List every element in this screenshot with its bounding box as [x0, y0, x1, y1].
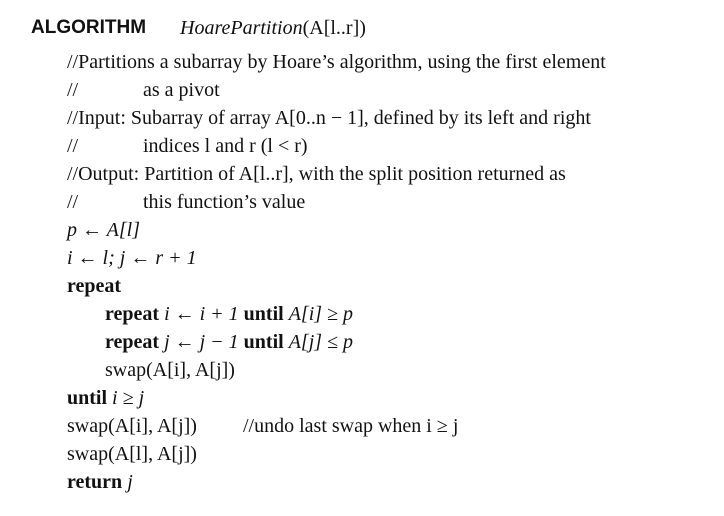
code-swap-undo: swap(A[i], A[j]) [67, 415, 197, 437]
return-statement [67, 468, 133, 496]
comment-output-cont: this function’s value [143, 191, 306, 213]
algorithm-keyword: ALGORITHM [31, 17, 147, 38]
keyword-until: until [243, 331, 284, 353]
keyword-repeat: repeat [105, 303, 160, 325]
algorithm-arguments: (A[l..r]) [302, 17, 366, 39]
keyword-repeat: repeat [105, 331, 160, 353]
code-line-pivot [0, 216, 724, 244]
code-line-swap-inner [0, 356, 724, 384]
until-condition: i ≥ j [112, 387, 145, 409]
inner-repeat-2-condition: A[j] ≤ p [288, 331, 354, 353]
keyword-return: return [67, 471, 123, 493]
inner-repeat-2-statement: j ← j − 1 [164, 331, 239, 353]
comment-slash: // [67, 191, 79, 213]
comment-line-4 [0, 132, 724, 160]
algorithm-function-name: HoarePartition [180, 17, 303, 39]
code-line-swap-pivot [0, 440, 724, 468]
code-line-inner-repeat-2 [0, 328, 724, 356]
comment-undo: //undo last swap when i ≥ j [243, 415, 459, 437]
algorithm-name [180, 14, 366, 42]
comment-line-3 [0, 104, 724, 132]
code-line-until [0, 384, 724, 412]
comment-purpose: //Partitions a subarray by Hoare’s algorithm, using the first element [67, 51, 606, 73]
inner-repeat-1-statement: i ← i + 1 [164, 303, 239, 325]
comment-slash: // [67, 135, 79, 157]
comment-line-2 [0, 76, 724, 104]
keyword-repeat: repeat [67, 275, 122, 297]
inner-repeat-1-condition: A[i] ≥ p [288, 303, 354, 325]
comment-input-cont: indices l and r (l < r) [143, 135, 308, 157]
inner-repeat-2 [105, 328, 353, 356]
return-value: j [127, 471, 133, 493]
comment-line-5 [0, 160, 724, 188]
comment-output: //Output: Partition of A[l..r], with the split position returned as [67, 163, 566, 185]
code-line-init [0, 244, 724, 272]
inner-repeat-1 [105, 300, 353, 328]
keyword-until: until [243, 303, 284, 325]
code-index-init: i ← l; j ← r + 1 [67, 247, 197, 269]
comment-slash: // [67, 79, 79, 101]
code-line-return [0, 468, 724, 496]
comment-line-6 [0, 188, 724, 216]
code-swap-pivot: swap(A[l], A[j]) [67, 443, 197, 465]
code-line-swap-undo [0, 412, 724, 440]
code-swap-inner: swap(A[i], A[j]) [105, 359, 235, 381]
until-clause [67, 384, 144, 412]
comment-line-1 [0, 48, 724, 76]
algorithm-header [0, 14, 724, 42]
keyword-until: until [67, 387, 108, 409]
comment-purpose-cont: as a pivot [143, 79, 220, 101]
code-line-inner-repeat-1 [0, 300, 724, 328]
code-line-repeat [0, 272, 724, 300]
comment-input: //Input: Subarray of array A[0..n − 1], defined by its left and right [67, 107, 591, 129]
code-pivot-assign: p ← A[l] [67, 219, 140, 241]
